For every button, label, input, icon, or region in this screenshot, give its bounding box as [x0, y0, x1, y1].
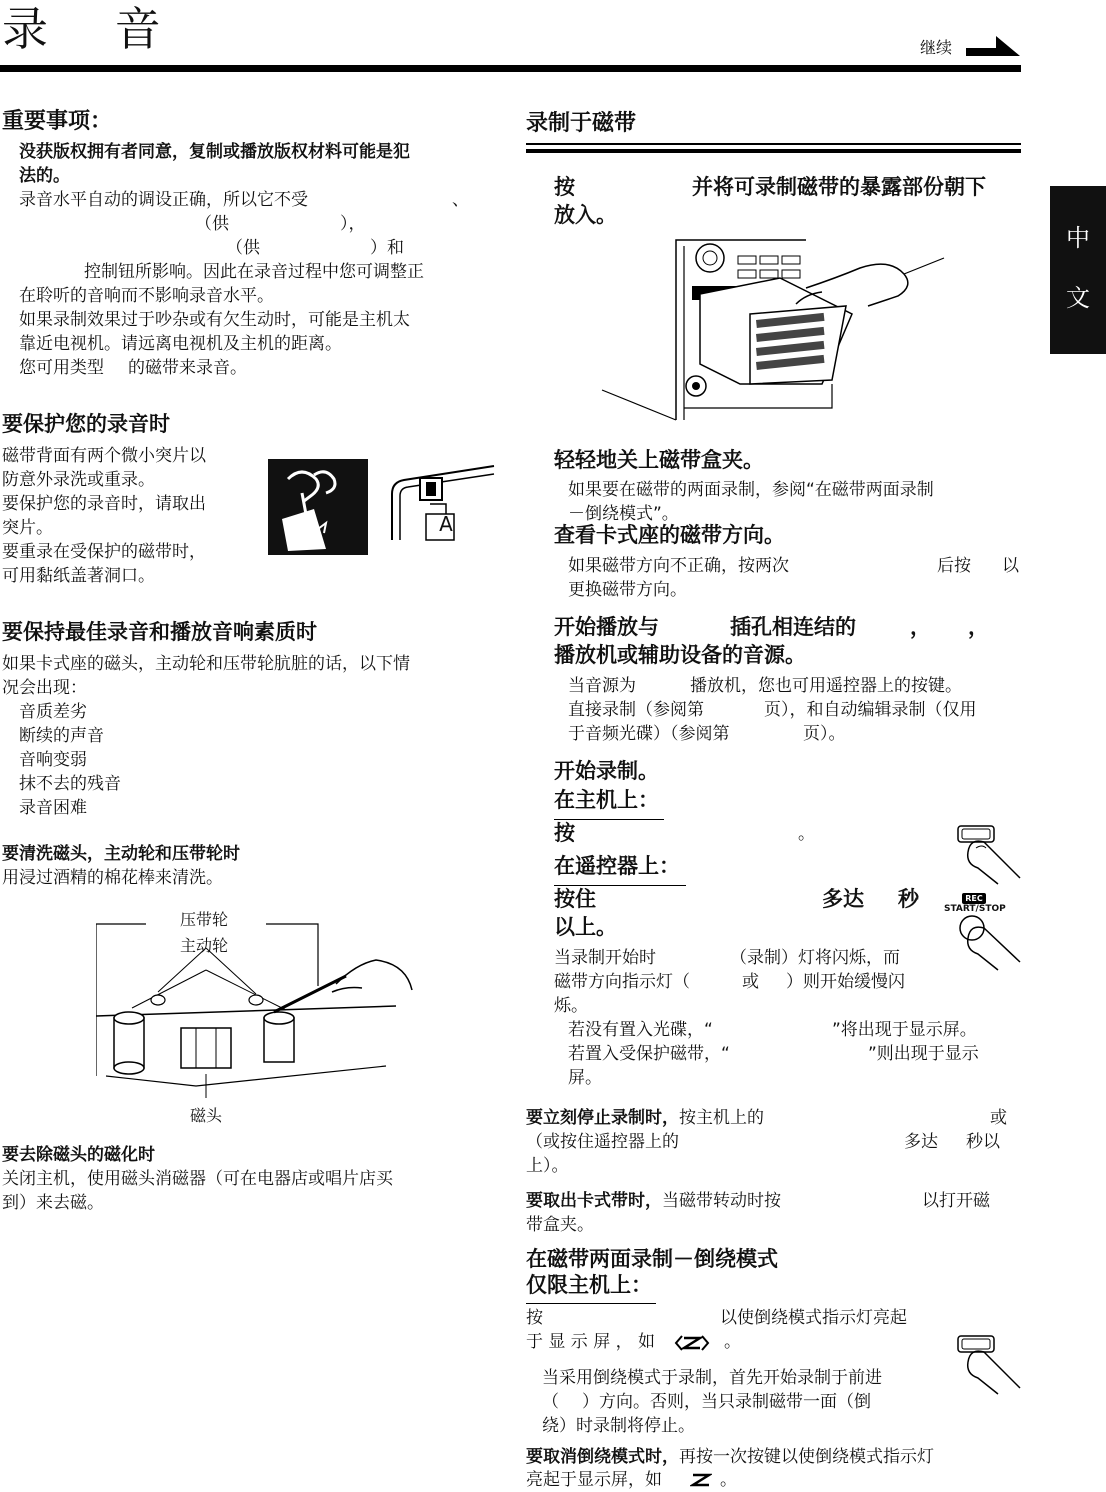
rule [526, 1303, 656, 1304]
step5-note: 若置入受保护磁带，“ [568, 1044, 730, 1064]
language-side-tab [1050, 186, 1106, 354]
step5-note: ”将出现于显示屏。 [832, 1020, 977, 1040]
step5-hold: 按住 [554, 887, 596, 911]
step4-title: 播放机或辅助设备的音源。 [554, 643, 806, 667]
eject-text: 带盒夹。 [526, 1215, 594, 1235]
reverse-text: 以使倒绕模式指示灯亮起 [720, 1308, 907, 1328]
record-tape-heading: 录制于磁带 [526, 111, 637, 136]
single-direction-indicator-icon [690, 1472, 712, 1488]
protect-line: 磁带背面有两个微小突片以 [2, 446, 206, 466]
clean-heading: 要清洗磁头，主动轮和压带轮时 [2, 844, 240, 864]
cancel-text: 再按一次按键以使倒绕模式指示灯 [679, 1447, 934, 1467]
quality-line: 况会出现： [2, 678, 87, 698]
step1-b: 并将可录制磁带的暴露部份朝下 [692, 175, 986, 199]
continued-label: 继续 [920, 38, 953, 57]
step5-line: 当录制开始时 [554, 948, 656, 968]
step5-line: 磁带方向指示灯（ [554, 972, 690, 992]
step4-line: 当音源为 [568, 676, 636, 696]
quality-line: 录音困难 [19, 798, 87, 818]
protect-line: 要保护您的录音时，请取出 [2, 494, 206, 514]
cancel-text: 。 [720, 1470, 737, 1490]
reverse-mode-indicator-icon [674, 1334, 710, 1352]
capstan-label: 主动轮 [180, 936, 229, 955]
step5-above: 以上。 [554, 915, 617, 939]
important-line: 的磁带来录音。 [128, 358, 247, 378]
step4-title: ， [910, 615, 931, 639]
reverse-subheading: 仅限主机上： [526, 1273, 652, 1297]
cleaning-illustration [96, 914, 416, 1106]
head-label: 磁头 [190, 1106, 223, 1125]
step1-a: 按 [554, 175, 575, 199]
step5-line: 或 [742, 972, 759, 992]
start-stop-label: START/STOP [944, 904, 1006, 914]
quality-heading: 要保持最佳录音和播放音响素质时 [2, 620, 317, 644]
step4-title: 开始播放与 [554, 615, 659, 639]
step2-title: 轻轻地关上磁带盒夹。 [554, 448, 764, 472]
step4-line: 页），和自动编辑录制（仅用 [764, 700, 977, 720]
step3-line: 以 [1002, 556, 1019, 576]
step3-title: 查看卡式座的磁带方向。 [554, 523, 785, 547]
important-line: 您可用类型 [19, 358, 104, 378]
important-heading: 重要事项： [2, 109, 113, 134]
step5-line: 烁。 [554, 996, 588, 1016]
quality-line: 音质差劣 [19, 702, 87, 722]
step4-line: 页）。 [803, 724, 846, 744]
eject-text: 以打开磁 [922, 1191, 990, 1211]
step5-note: 屏。 [568, 1068, 602, 1088]
reverse-text: 于 显 示 屏 ， 如 [526, 1332, 656, 1352]
cancel-lead: 要取消倒绕模式时， [526, 1447, 679, 1467]
quality-line: 音响变弱 [19, 750, 87, 770]
step3-line: 更换磁带方向。 [568, 580, 687, 600]
stop-text: 秒以 [966, 1132, 1000, 1152]
reverse-note: ）方向。否则，当只录制磁带一面（倒 [582, 1392, 871, 1412]
step4-title: ， [968, 615, 989, 639]
pinch-roller-label: 压带轮 [180, 910, 229, 929]
step5-note: 若没有置入光碟，“ [568, 1020, 713, 1040]
stop-text: 多达 [904, 1132, 938, 1152]
side-tab-char-2: 文 [1066, 284, 1090, 312]
on-main-unit-label: 在主机上： [554, 788, 659, 812]
step1-c: 放入。 [554, 203, 617, 227]
demag-line: 到）来去磁。 [2, 1193, 104, 1213]
eject-lead: 要取出卡式带时， [526, 1191, 662, 1211]
reverse-note: 当采用倒绕模式于录制，首先开始录制于前进 [542, 1368, 882, 1388]
finger-press-icon [954, 1332, 1024, 1396]
stop-text: 或 [990, 1108, 1007, 1128]
eject-text: 当磁带转动时按 [662, 1191, 781, 1211]
stop-text: 上）。 [526, 1156, 569, 1176]
step5-line: ）则开始缓慢闪 [786, 972, 905, 992]
step5-title: 开始录制。 [554, 759, 659, 783]
tab-removal-illustration [268, 459, 368, 555]
important-line: 如果录制效果过于吵杂或有欠生动时，可能是主机太 [19, 310, 410, 330]
important-line: 录音水平自动的调设正确，所以它不受 [19, 190, 308, 210]
stop-text: （或按住遥控器上的 [526, 1132, 679, 1152]
important-line: 控制钮所影响。因此在录音过程中您可调整正 [84, 262, 424, 282]
protect-line: 防意外录洗或重录。 [2, 470, 155, 490]
stop-line [526, 1106, 764, 1130]
eject-line [526, 1189, 781, 1213]
important-line: ）和 [370, 238, 404, 258]
reverse-note: （ [542, 1392, 559, 1412]
on-remote-label: 在遥控器上： [554, 854, 680, 878]
clean-line: 用浸过酒精的棉花棒来清洗。 [2, 868, 223, 888]
remote-button-press-icon [954, 914, 1024, 974]
important-line: ）， [340, 214, 366, 234]
cancel-text: 亮起于显示屏，如 [526, 1470, 662, 1490]
step2-line: 如果要在磁带的两面录制，参阅“在磁带两面录制 [568, 480, 934, 500]
important-line: 在聆听的音响而不影响录音水平。 [19, 286, 274, 306]
important-line: 没获版权拥有者同意，复制或播放版权材料可能是犯 [19, 142, 410, 162]
step5-period: 。 [798, 824, 815, 844]
protect-line: 可用黏纸盖著洞口。 [2, 566, 155, 586]
record-tape-rule [526, 143, 1021, 153]
reverse-text: 按 [526, 1308, 543, 1328]
quality-line: 如果卡式座的磁头，主动轮和压带轮肮脏的话，以下情 [2, 654, 410, 674]
quality-line: 抹不去的残音 [19, 774, 121, 794]
step5-press: 按 [554, 821, 575, 845]
step3-line: 如果磁带方向不正确，按两次 [568, 556, 789, 576]
step5-sec: 秒 [898, 887, 919, 911]
cassette-insert-illustration [600, 234, 946, 422]
step4-line: 播放机，您也可用遥控器上的按键。 [690, 676, 962, 696]
page-title: 录 音 [2, 2, 187, 56]
side-tab-char-1: 中 [1066, 224, 1090, 252]
header-rule [0, 65, 1021, 72]
cancel-line [526, 1445, 934, 1469]
important-line: 靠近电视机。请远离电视机及主机的距离。 [19, 334, 342, 354]
reverse-heading: 在磁带两面录制－倒绕模式 [526, 1247, 778, 1271]
reverse-note: 绕）时录制将停止。 [542, 1416, 695, 1436]
reverse-text: 。 [724, 1332, 741, 1352]
continue-arrow-icon [966, 34, 1022, 60]
step4-title: 插孔相连结的 [730, 615, 856, 639]
step3-line: 后按 [937, 556, 971, 576]
step4-line: 于音频光碟）（参阅第 [568, 724, 730, 744]
protect-line: 突片。 [2, 518, 53, 538]
demag-heading: 要去除磁头的磁化时 [2, 1145, 155, 1165]
step2-line: －倒绕模式”。 [568, 504, 679, 524]
step5-note: ”则出现于显示 [868, 1044, 979, 1064]
quality-line: 断续的声音 [19, 726, 104, 746]
rec-badge: REC [962, 893, 986, 904]
important-line: （供 [226, 238, 260, 258]
step4-line: 直接录制（参阅第 [568, 700, 704, 720]
step5-line: （录制）灯将闪烁，而 [730, 948, 900, 968]
important-line: （供 [195, 214, 229, 234]
stop-text: 按主机上的 [679, 1108, 764, 1128]
step5-upto: 多达 [822, 887, 864, 911]
important-line: 、 [452, 190, 469, 210]
important-line: 法的。 [19, 166, 70, 186]
protect-heading: 要保护您的录音时 [2, 412, 170, 436]
stop-lead: 要立刻停止录制时， [526, 1108, 679, 1128]
finger-press-icon [954, 822, 1024, 886]
protect-line: 要重录在受保护的磁带时， [2, 542, 206, 562]
demag-line: 关闭主机，使用磁头消磁器（可在电器店或唱片店买 [2, 1169, 393, 1189]
label-a: A [439, 512, 453, 536]
